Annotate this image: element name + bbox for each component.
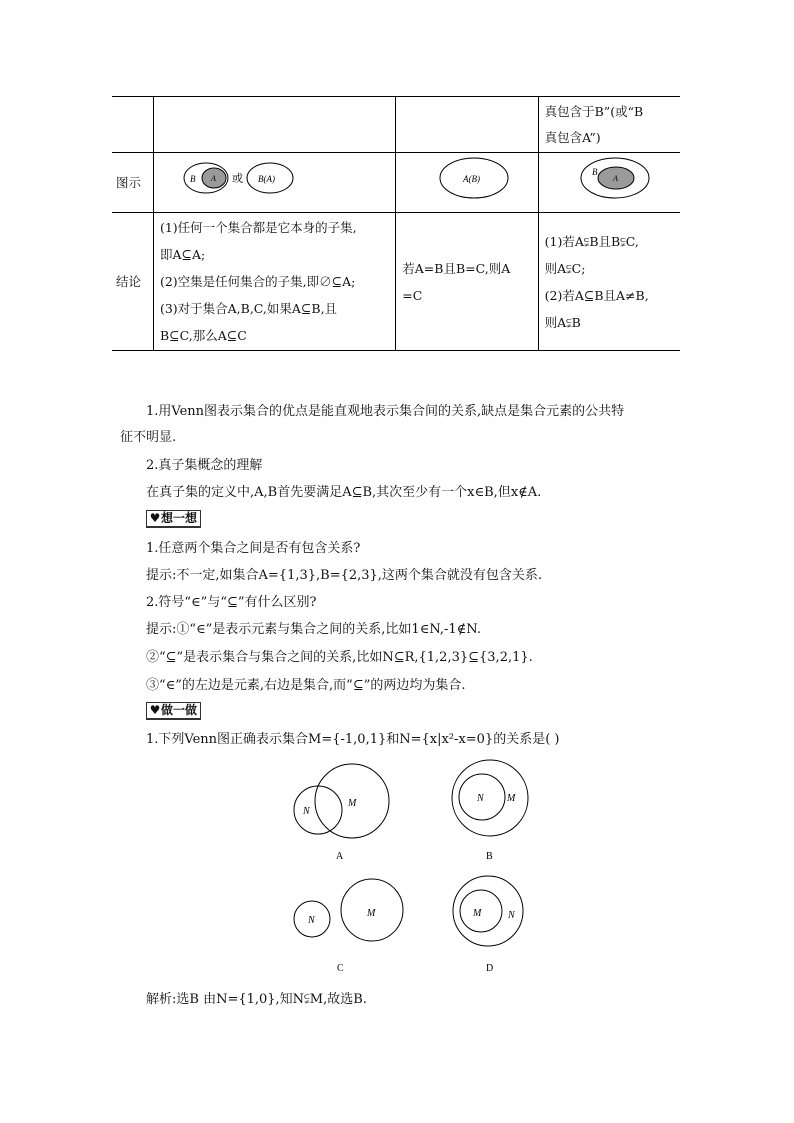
- answer: ③“∈”的左边是元素,右边是集合,而“⊆”的两边均为集合.: [146, 678, 466, 693]
- cell-text: 真包含于B”(或“B: [544, 103, 644, 119]
- option-b-m-circle: [452, 760, 528, 836]
- answer: 提示:①“∈”是表示元素与集合之间的关系,比如1∈N,-1∉N.: [146, 622, 481, 637]
- venn-diagram-subset: [153, 153, 395, 213]
- conclusion-line: (1)任何一个集合都是它本身的子集,: [159, 220, 357, 235]
- conclusion-line: =C: [402, 287, 423, 303]
- table-row: [112, 153, 680, 213]
- question: 1.下列Venn图正确表示集合M={-1,0,1}和N={x|x²-x=0}的关系是( ): [146, 732, 560, 747]
- question: 1.任意两个集合之间是否有包含关系?: [146, 541, 361, 556]
- option-a-letter: A: [336, 851, 344, 862]
- conclusion-line: 若A=B且B=C,则A: [402, 260, 511, 276]
- option-c-m-label: M: [367, 908, 376, 919]
- tag-label: 想一想: [161, 511, 198, 525]
- conclusion-line: 则A⫋C;: [544, 260, 586, 276]
- option-c-letter: C: [337, 963, 344, 974]
- diagram-label: A(B): [462, 174, 480, 184]
- venn-subset-svg: [160, 153, 390, 203]
- diagram-label: A: [210, 174, 216, 183]
- note-paragraph: 1.用Venn图表示集合的优点是能直观地表示集合间的关系,缺点是集合元素的公共特: [146, 404, 625, 419]
- row-label: 图示: [112, 153, 153, 213]
- option-b-m-label: M: [507, 793, 516, 804]
- answer: ②“⊆”是表示集合与集合之间的关系,比如N⊆R,{1,2,3}⊆{3,2,1}.: [146, 650, 533, 665]
- cell-text: 真包含A”): [544, 129, 601, 145]
- question: 2.符号“∈”与“⊆”有什么区别?: [146, 595, 317, 610]
- conclusion-line: (2)若A⊆B且A≠B,: [544, 287, 649, 303]
- conclusion-line: 则A⫋B: [544, 314, 581, 330]
- diagram-label: A: [613, 174, 619, 183]
- conclusion-line: (2)空集是任何集合的子集,即∅⊆A;: [159, 274, 356, 289]
- venn-options-svg: [280, 756, 550, 981]
- conclusion-line: (1)若A⫋B且B⫋C,: [544, 233, 639, 249]
- option-b-letter: B: [486, 851, 493, 862]
- venn-equal-svg: [402, 153, 532, 203]
- option-a-n-label: N: [303, 806, 310, 817]
- diagram-label: B: [189, 174, 196, 184]
- section-tag-think: [146, 510, 201, 528]
- table-row: [112, 97, 680, 153]
- note-paragraph: 在真子集的定义中,A,B首先要满足A⊆B,其次至少有一个x∈B,但x∉A.: [146, 485, 542, 500]
- row-label: 结论: [116, 274, 142, 289]
- tag-label: 做一做: [161, 703, 198, 717]
- conclusion-line: 即A⊆A;: [159, 247, 206, 262]
- answer-explanation: 解析:选B 由N={1,0},知N⫋M,故选B.: [146, 992, 367, 1007]
- heart-icon: ♥: [149, 511, 161, 525]
- diagram-label: B(A): [257, 174, 275, 184]
- heart-icon: ♥: [149, 703, 161, 717]
- conclusion-line: B⊆C,那么A⊆C: [159, 328, 247, 343]
- note-paragraph: 征不明显.: [120, 430, 177, 445]
- venn-diagram-equal: [396, 153, 538, 213]
- note-heading: 2.真子集概念的理解: [146, 458, 263, 473]
- option-d-inner-label: M: [473, 908, 482, 919]
- table-row: [112, 213, 680, 351]
- answer: 提示:不一定,如集合A={1,3},B={2,3},这两个集合就没有包含关系.: [146, 568, 543, 583]
- option-a-n-circle: [294, 786, 342, 834]
- option-a-m-label: M: [348, 798, 357, 809]
- conclusion-line: (3)对于集合A,B,C,如果A⊆B,且: [159, 301, 338, 316]
- option-d-outer-label: N: [508, 910, 515, 921]
- option-d-letter: D: [486, 963, 494, 974]
- option-c-n-label: N: [308, 915, 315, 926]
- diagram-label: 或: [231, 172, 243, 185]
- venn-diagram-proper-subset: [538, 153, 680, 213]
- option-b-n-label: N: [477, 793, 484, 804]
- section-tag-do: [146, 702, 201, 720]
- venn-proper-subset-svg: [544, 153, 674, 203]
- set-relations-table: [112, 96, 680, 351]
- diagram-label: B: [592, 167, 598, 177]
